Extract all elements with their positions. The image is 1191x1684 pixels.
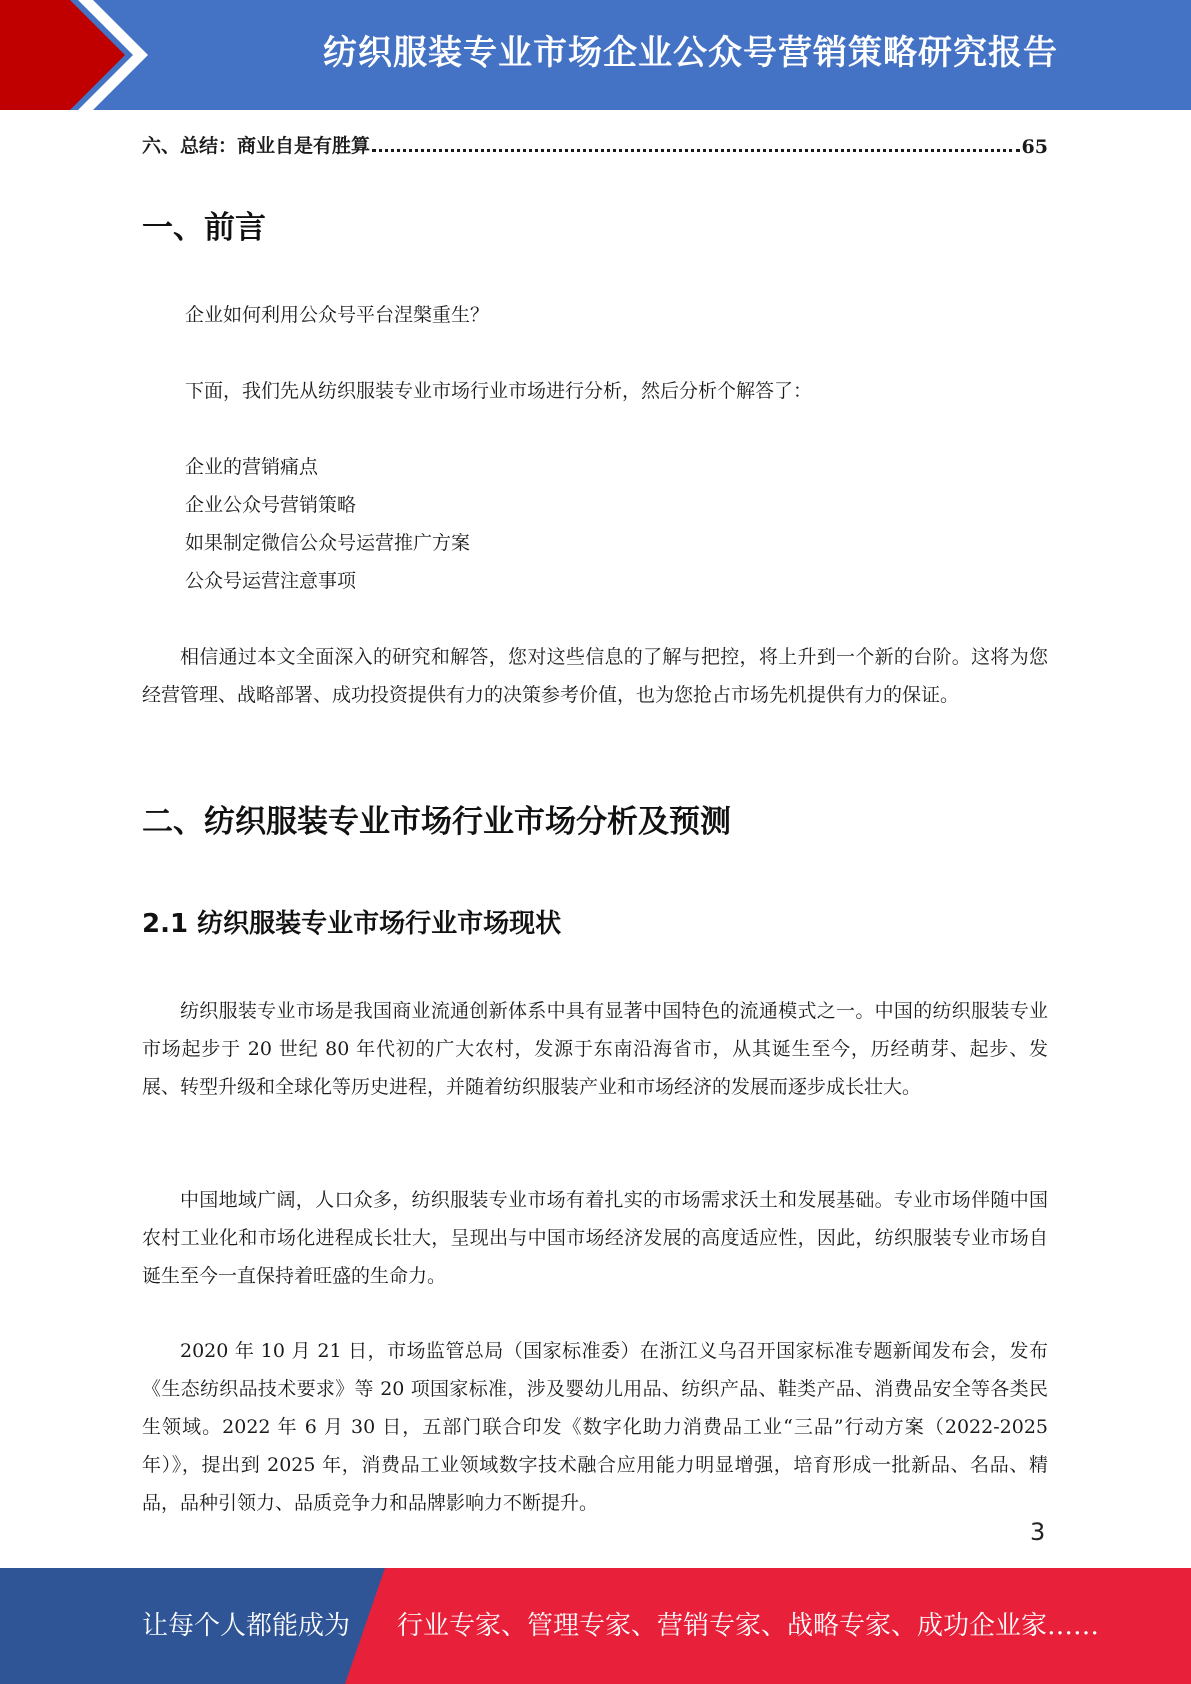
header-chevron-decoration — [0, 0, 160, 110]
page-header — [0, 0, 1191, 110]
preface-question: 企业如何利用公众号平台涅槃重生？ — [185, 304, 490, 326]
body-paragraph: 中国地域广阔，人口众多，纺织服装专业市场有着扎实的市场需求沃土和发展基础。专业市场伴随中国农村工业化和市场化进程成长壮大，呈现出与中国市场经济发展的高度适应性，因此，纺织服装专业市场自诞生至今一直保持着旺盛的生命力。 — [142, 1189, 1048, 1287]
list-item: 企业的营销痛点 — [185, 456, 319, 478]
footer-slogan-left: 让每个人都能成为 — [142, 1611, 351, 1641]
report-title: 纺织服装专业市场企业公众号营销策略研究报告 — [323, 33, 1058, 73]
toc-entry[interactable] — [142, 130, 1048, 158]
toc-entry-page: 65 — [1021, 136, 1048, 158]
list-item: 企业公众号营销策略 — [185, 494, 357, 516]
list-item: 如果制定微信公众号运营推广方案 — [185, 532, 471, 554]
section-heading-market-analysis: 二、纺织服装专业市场行业市场分析及预测 — [142, 804, 731, 840]
footer-slogan-right: 行业专家、管理专家、营销专家、战略专家、成功企业家…… — [397, 1611, 1100, 1641]
body-paragraph: 2020 年 10 月 21 日，市场监管总局（国家标准委）在浙江义乌召开国家标准专题新闻发布会，发布《生态纺织品技术要求》等 20 项国家标准，涉及婴幼儿用品、纺织产品、鞋类产品、消费品安全等各类民生领域。2022 年 6 月 30 日，五部门联合印发《数字化助力消费品工业“三品”行动方案（2022-2025 年）》，提出到 2025 年，消费品工业领域数字技术融合应用能力明显增强，培育形成一批新品、名品、精品，品种引领力、品质竞争力和品牌影响力不断提升。 — [142, 1340, 1048, 1514]
preface-intro: 下面，我们先从纺织服装专业市场行业市场进行分析，然后分析个解答了： — [185, 380, 813, 402]
page-footer — [0, 1568, 1191, 1684]
subsection-heading-market-status: 2.1 纺织服装专业市场行业市场现状 — [142, 909, 562, 939]
toc-leader-dots — [372, 149, 1020, 152]
section-heading-preface: 一、前言 — [142, 210, 266, 246]
preface-closing-paragraph: 相信通过本文全面深入的研究和解答，您对这些信息的了解与把控，将上升到一个新的台阶。这将为您经营管理、战略部署、成功投资提供有力的决策参考价值，也为您抢占市场先机提供有力的保证。 — [142, 646, 1048, 706]
list-item: 公众号运营注意事项 — [185, 570, 357, 592]
page-number: 3 — [1030, 1518, 1046, 1546]
toc-entry-label: 六、总结：商业自是有胜算 — [142, 135, 371, 157]
body-paragraph: 纺织服装专业市场是我国商业流通创新体系中具有显著中国特色的流通模式之一。中国的纺织服装专业市场起步于 20 世纪 80 年代初的广大农村，发源于东南沿海省市，从其诞生至今，历经萌芽、起步、发展、转型升级和全球化等历史进程，并随着纺织服装产业和市场经济的发展而逐步成长壮大。 — [142, 1000, 1048, 1098]
